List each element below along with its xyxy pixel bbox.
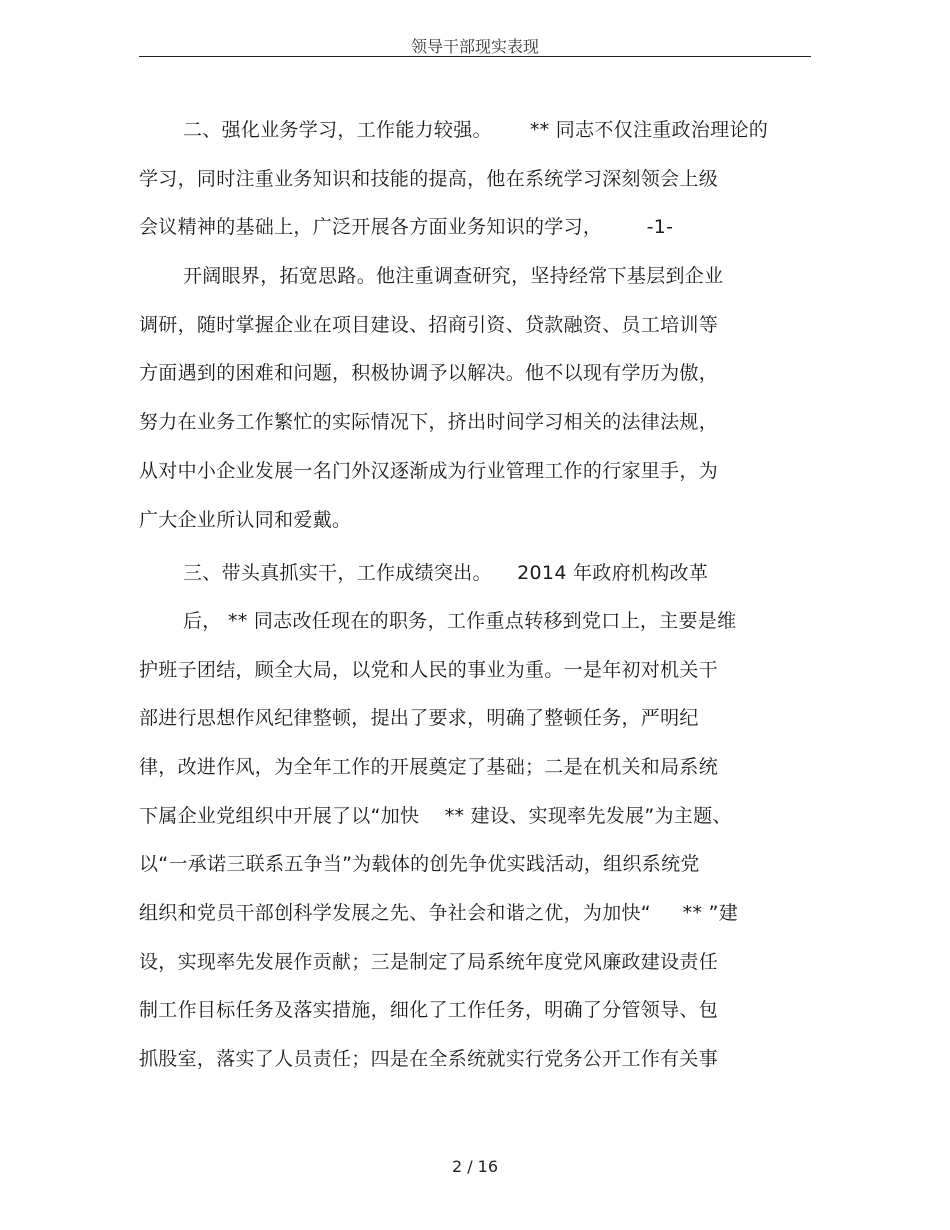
- paragraph-line: 制工作目标任务及落实措施，细化了工作任务，明确了分管领导、包: [139, 999, 719, 1021]
- paragraph-line: 律，改进作风，为全年工作的开展奠定了基础；二是在机关和局系统: [139, 756, 719, 778]
- paragraph-line: 三、带头真抓实干，工作成绩突出。 2014 年政府机构改革: [183, 562, 709, 584]
- paragraph-line: 广大企业所认同和爱戴。: [139, 509, 352, 531]
- paragraph-line: 努力在业务工作繁忙的实际情况下，挤出时间学习相关的法律法规，: [139, 411, 719, 433]
- paragraph-line: 抓股室，落实了人员责任；四是在全系统就实行党务公开工作有关事: [139, 1048, 719, 1070]
- paragraph-line: 学习，同时注重业务知识和技能的提高，他在系统学习深刻领会上级: [139, 168, 719, 190]
- paragraph-line: 下属企业党组织中开展了以“加快 ** 建设、实现率先发展”为主题、: [139, 805, 732, 827]
- paragraph-line: 二、强化业务学习，工作能力较强。 ** 同志不仅注重政治理论的: [183, 119, 769, 141]
- paragraph-line: 设，实现率先发展作贡献；三是制定了局系统年度党风廉政建设责任: [139, 951, 719, 973]
- paragraph-line: 组织和党员干部创科学发展之先、争社会和谐之优，为加快“ ** ”建: [139, 902, 739, 924]
- paragraph-line: 护班子团结，顾全大局，以党和人民的事业为重。一是年初对机关干: [139, 659, 719, 681]
- paragraph-line: 部进行思想作风纪律整顿，提出了要求，明确了整顿任务，严明纪: [139, 707, 699, 729]
- header-divider: [139, 56, 811, 57]
- paragraph-line: 调研，随时掌握企业在项目建设、招商引资、贷款融资、员工培训等: [139, 314, 719, 336]
- page-header-title: 领导干部现实表现: [410, 37, 539, 56]
- paragraph-line: 开阔眼界，拓宽思路。他注重调查研究，坚持经常下基层到企业: [183, 265, 724, 287]
- paragraph-line: 会议精神的基础上，广泛开展各方面业务知识的学习， -1-: [139, 216, 674, 238]
- paragraph-line: 方面遇到的困难和问题，积极协调予以解决。他不以现有学历为傲，: [139, 362, 719, 384]
- paragraph-line: 后， ** 同志改任现在的职务，工作重点转移到党口上，主要是维: [183, 610, 737, 632]
- paragraph-line: 以“一承诺三联系五争当”为载体的创先争优实践活动，组织系统党: [139, 853, 700, 875]
- page-indicator: 2 / 16: [451, 1157, 499, 1176]
- paragraph-line: 从对中小企业发展一名门外汉逐渐成为行业管理工作的行家里手，为: [139, 460, 719, 482]
